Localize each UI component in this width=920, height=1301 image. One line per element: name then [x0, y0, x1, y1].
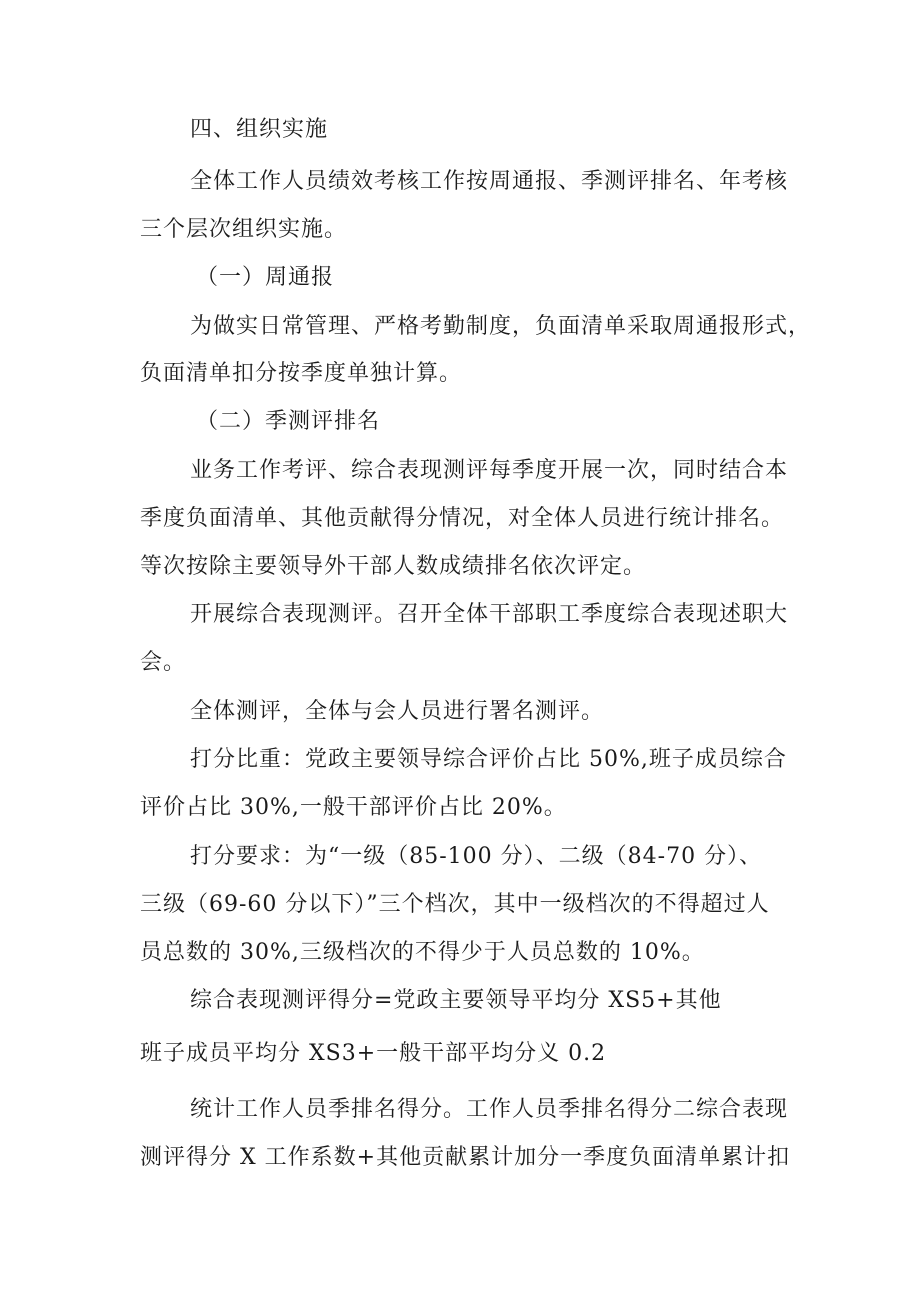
paragraph-line: 开展综合表现测评。召开全体干部职工季度综合表现述职大 [190, 602, 789, 627]
paragraph-line: 全体测评，全体与会人员进行署名测评。 [190, 699, 605, 724]
paragraph-line: 全体工作人员绩效考核工作按周通报、季测评排名、年考核 [190, 169, 789, 194]
paragraph-line: 业务工作考评、综合表现测评每季度开展一次，同时结合本 [190, 458, 789, 483]
paragraph-line: 为做实日常管理、严格考勤制度，负面清单采取周通报形式， [190, 314, 812, 339]
paragraph-line: 打分要求：为“一级（85-100 分）、二级（84-70 分）、 [190, 844, 763, 869]
paragraph-line: 三级（69-60 分以下）”三个档次，其中一级档次的不得超过人 [140, 892, 770, 917]
paragraph-line: 季度负面清单、其他贡献得分情况，对全体人员进行统计排名。 [140, 506, 785, 531]
subsection-heading-weekly: （一）周通报 [196, 265, 335, 290]
paragraph-line: 打分比重：党政主要领导综合评价占比 50%,班子成员综合 [190, 747, 787, 772]
paragraph-line: 员总数的 30%,三级档次的不得少于人员总数的 10%。 [140, 940, 705, 965]
paragraph-line: 统计工作人员季排名得分。工作人员季排名得分二综合表现 [190, 1097, 789, 1122]
formula-line: 综合表现测评得分=党政主要领导平均分 XS5+其他 [190, 988, 722, 1013]
paragraph-line: 等次按除主要领导外干部人数成绩排名依次评定。 [140, 554, 647, 579]
paragraph-line: 三个层次组织实施。 [140, 217, 348, 242]
paragraph-line: 评价占比 30%,一般干部评价占比 20%。 [140, 795, 567, 820]
paragraph-line: 负面清单扣分按季度单独计算。 [140, 361, 463, 386]
formula-line: 班子成员平均分 XS3+一般干部平均分义 0.2 [140, 1041, 607, 1066]
section-title: 四、组织实施 [190, 117, 329, 142]
subsection-heading-quarterly: （二）季测评排名 [196, 409, 381, 434]
paragraph-line: 会。 [140, 650, 187, 675]
paragraph-line: 测评得分 X 工作系数+其他贡献累计加分一季度负面清单累计扣 [140, 1145, 791, 1170]
